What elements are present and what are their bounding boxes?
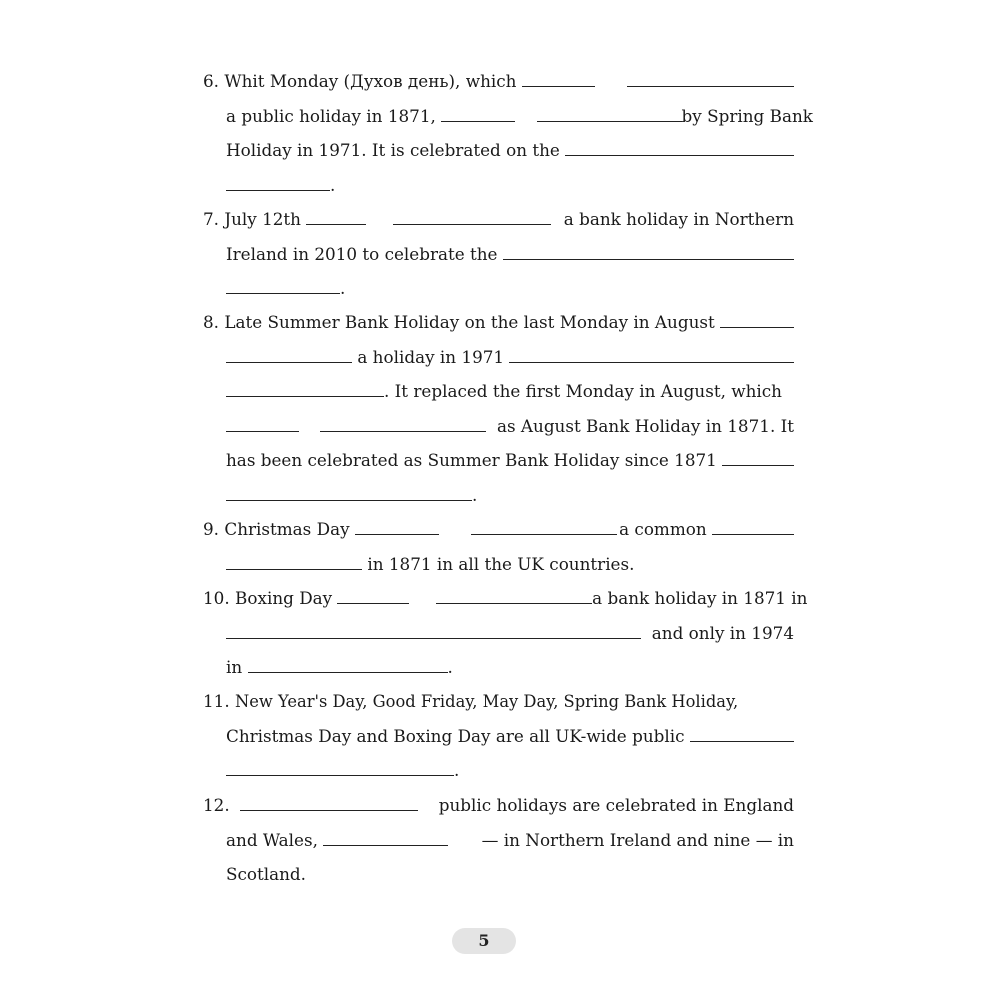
item-line (226, 168, 794, 203)
item-text: a bank holiday in 1871 in (592, 588, 808, 608)
item-text: . (447, 657, 453, 678)
answer-blank[interactable] (226, 174, 330, 191)
item-line (226, 650, 794, 685)
answer-blank[interactable] (503, 243, 794, 260)
item-number: 11. (203, 691, 230, 711)
item-text: a public holiday in 1871, (226, 105, 436, 126)
answer-blank[interactable] (226, 759, 454, 776)
item-number: 7. (203, 209, 220, 229)
answer-blank[interactable] (320, 415, 486, 432)
item-text: . (340, 278, 346, 299)
answer-blank[interactable] (226, 622, 641, 639)
item-line (203, 202, 794, 237)
item-line (226, 443, 794, 478)
answer-blank[interactable] (690, 725, 794, 742)
item-text: and Wales, (226, 829, 318, 850)
item-line (203, 684, 794, 719)
item-line (226, 823, 794, 858)
item-text: Ireland in 2010 to celebrate the (226, 243, 498, 264)
answer-blank[interactable] (226, 415, 299, 432)
item-text: . (454, 760, 460, 781)
answer-blank[interactable] (306, 208, 366, 225)
item-text: by Spring Bank (681, 105, 813, 126)
item-text: a holiday in 1971 (357, 346, 505, 367)
item-line (226, 719, 794, 754)
exercise-item-10 (203, 581, 808, 685)
exercise-item-11 (203, 684, 794, 788)
answer-blank[interactable] (627, 70, 794, 87)
answer-blank[interactable] (441, 105, 515, 122)
answer-blank[interactable] (240, 794, 418, 811)
item-line (203, 788, 794, 823)
item-line (226, 547, 794, 582)
answer-blank[interactable] (248, 656, 448, 673)
item-text: Christmas Day and Boxing Day are all UK-wide public (226, 725, 685, 746)
item-line (203, 512, 794, 547)
answer-blank[interactable] (509, 346, 794, 363)
answer-blank[interactable] (355, 518, 439, 535)
answer-blank[interactable] (436, 587, 592, 604)
item-line (226, 374, 794, 409)
answer-blank[interactable] (337, 587, 409, 604)
item-text: . (330, 174, 336, 195)
item-text: has been celebrated as Summer Bank Holiday since 1871 (226, 450, 717, 471)
item-text: as August Bank Holiday in 1871. It (496, 415, 794, 436)
item-number: 6. (203, 71, 220, 91)
item-text: in 1871 in all the UK countries. (367, 553, 635, 574)
item-line (226, 340, 794, 375)
answer-blank[interactable] (226, 346, 352, 363)
answer-blank[interactable] (226, 484, 472, 501)
item-text: July 12th (224, 209, 301, 229)
item-text: public holidays are celebrated in England (438, 795, 794, 815)
item-text: New Year's Day, Good Friday, May Day, Spring Bank Holiday, (235, 692, 739, 711)
item-number: 12. (203, 795, 230, 815)
answer-blank[interactable] (712, 518, 794, 535)
exercise-item-9 (203, 512, 794, 581)
item-text: Late Summer Bank Holiday on the last Monday in August (224, 312, 715, 332)
item-text: Boxing Day (235, 588, 333, 608)
item-line (226, 753, 794, 788)
item-number: 10. (203, 588, 230, 608)
item-line (226, 271, 794, 306)
item-text: Scotland. (226, 864, 306, 885)
item-line (203, 64, 794, 99)
item-line (226, 409, 794, 444)
item-text: Christmas Day (224, 519, 350, 539)
item-text: Holiday in 1971. It is celebrated on the (226, 140, 560, 161)
item-number: 8. (203, 312, 220, 332)
answer-blank[interactable] (471, 518, 617, 535)
answer-blank[interactable] (323, 829, 448, 846)
item-text: . It replaced the first Monday in August, which (384, 381, 782, 402)
exercise-item-7 (203, 202, 794, 306)
item-text: a common (619, 519, 707, 539)
item-line (226, 478, 794, 513)
answer-blank[interactable] (522, 70, 595, 87)
answer-blank[interactable] (226, 277, 340, 294)
item-line (226, 99, 813, 134)
answer-blank[interactable] (226, 553, 362, 570)
item-line (203, 305, 794, 340)
item-text: and only in 1974 (651, 622, 794, 643)
answer-blank[interactable] (565, 139, 794, 156)
item-line (226, 616, 794, 651)
answer-blank[interactable] (226, 380, 384, 397)
item-line (226, 857, 794, 892)
exercise-item-12 (203, 788, 794, 892)
item-number: 9. (203, 519, 220, 539)
answer-blank[interactable] (722, 449, 794, 466)
item-text: — in Northern Ireland and nine — in (481, 829, 794, 850)
item-text: in (226, 657, 243, 678)
item-text: Whit Monday (Духов день), which (224, 71, 517, 91)
item-line (226, 237, 794, 272)
page-number: 5 (452, 928, 516, 954)
item-line (203, 581, 808, 616)
item-text: a bank holiday in Northern (563, 209, 794, 229)
answer-blank[interactable] (537, 105, 682, 122)
exercise-item-6 (203, 64, 813, 202)
answer-blank[interactable] (393, 208, 551, 225)
exercise-item-8 (203, 305, 794, 513)
item-line (226, 133, 794, 168)
item-text: . (472, 484, 478, 505)
answer-blank[interactable] (720, 311, 794, 328)
